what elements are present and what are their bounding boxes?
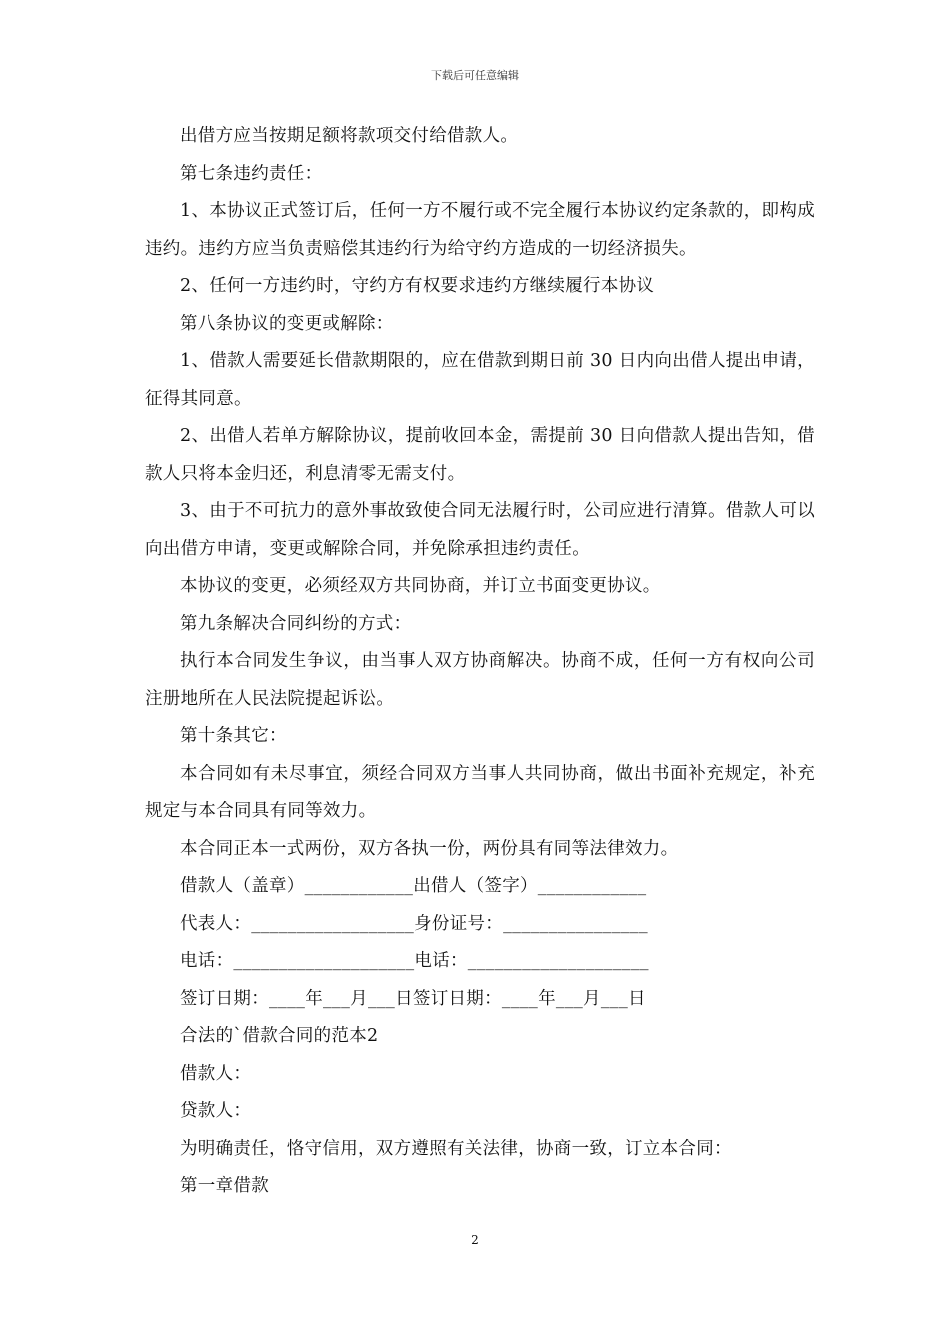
paragraph: 借款人： — [180, 1063, 252, 1084]
paragraph: 出借方应当按期足额将款项交付给借款人。 — [180, 126, 519, 146]
section-heading: 第十条其它： — [180, 726, 287, 746]
paragraph: 本合同如有未尽事宜，须经合同双方当事人共同协商，做出书面补充规定，补充规定与本合同具有同等效力。 — [145, 763, 815, 821]
paragraph: 贷款人： — [180, 1101, 252, 1121]
section-heading: 第九条解决合同纠纷的方式： — [180, 613, 412, 634]
section-heading: 第七条违约责任： — [180, 163, 323, 184]
page-header: 下载后可任意编辑 — [431, 69, 519, 82]
signature-line: 签订日期：____年___月___日签订日期：____年___月___日 — [180, 988, 646, 1009]
signature-line: 电话：____________________电话：____________________ — [180, 951, 649, 971]
paragraph: 1、本协议正式签订后，任何一方不履行或不完全履行本协议约定条款的，即构成违约。违约方应当负责赔偿其违约行为给守约方造成的一切经济损失。 — [145, 201, 815, 259]
paragraph: 3、由于不可抗力的意外事故致使合同无法履行时，公司应进行清算。借款人可以向出借方申请，变更或解除合同，并免除承担违约责任。 — [145, 501, 815, 559]
document-title: 合法的`借款合同的范本2 — [180, 1026, 379, 1046]
paragraph: 本协议的变更，必须经双方共同协商，并订立书面变更协议。 — [180, 576, 661, 596]
paragraph: 本合同正本一式两份，双方各执一份，两份具有同等法律效力。 — [180, 838, 679, 859]
signature-line: 代表人：__________________身份证号：________________ — [180, 913, 648, 934]
paragraph: 为明确责任，恪守信用，双方遵照有关法律，协商一致，订立本合同： — [180, 1138, 732, 1159]
paragraph: 执行本合同发生争议，由当事人双方协商解决。协商不成，任何一方有权向公司注册地所在人民法院提起诉讼。 — [145, 651, 815, 709]
section-heading: 第一章借款 — [180, 1176, 269, 1196]
signature-line: 借款人（盖章）____________出借人（签字）____________ — [180, 876, 647, 896]
document-body — [145, 118, 815, 1206]
paragraph: 1、借款人需要延长借款期限的，应在借款到期日前 30 日内向出借人提出申请，征得其同意。 — [145, 351, 815, 409]
paragraph: 2、出借人若单方解除协议，提前收回本金，需提前 30 日向借款人提出告知，借款人只将本金归还，利息清零无需支付。 — [145, 426, 815, 484]
page-number: 2 — [471, 1233, 479, 1247]
section-heading: 第八条协议的变更或解除： — [180, 313, 394, 334]
paragraph: 2、任何一方违约时，守约方有权要求违约方继续履行本协议 — [180, 276, 655, 296]
